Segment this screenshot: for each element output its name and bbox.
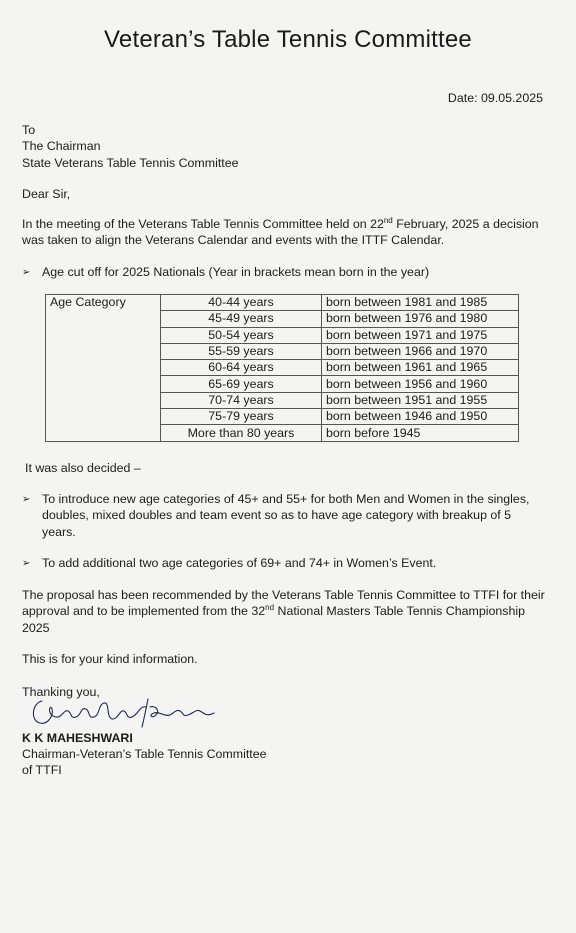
closing-line: Thanking you,	[22, 685, 100, 699]
arrow-bullet-icon: ➢	[22, 494, 31, 505]
age-range-cell: 40-44 years	[161, 295, 322, 311]
birth-year-cell: born between 1971 and 1975	[322, 327, 519, 343]
age-range-cell: 45-49 years	[161, 311, 322, 327]
age-range-cell: 55-59 years	[161, 343, 322, 359]
letter-title: Veteran’s Table Tennis Committee	[104, 26, 472, 53]
designation-line-2: of TTFI	[22, 763, 62, 778]
intro-paragraph	[22, 216, 552, 249]
intro-text-2: February, 2025 a decision was taken to align the Veterans Calendar and events with the ITTF Calendar.	[22, 217, 539, 248]
arrow-bullet-icon: ➢	[22, 558, 31, 569]
age-range-cell: 65-69 years	[161, 376, 322, 392]
birth-year-cell: born before 1945	[322, 425, 519, 441]
proposal-text-1: The proposal has been recommended by the Veterans Table Tennis Committee to TTFI for their approval and to be implemented from the 32	[22, 588, 545, 619]
recipient-title: The Chairman	[22, 139, 101, 154]
age-range-cell: 75-79 years	[161, 409, 322, 425]
letter-date: Date: 09.05.2025	[447, 91, 543, 105]
signer-designation	[22, 746, 342, 779]
info-line: This is for your kind information.	[22, 652, 198, 666]
arrow-bullet-icon: ➢	[22, 267, 31, 278]
intro-text-1: In the meeting of the Veterans Table Tennis Committee held on 22	[22, 217, 384, 231]
recipient-to: To	[22, 123, 36, 137]
age-cutoff-bullet	[22, 264, 429, 281]
age-range-cell: More than 80 years	[161, 425, 322, 441]
table-row	[46, 295, 519, 311]
recipient-organization: State Veterans Table Tennis Committee	[22, 155, 239, 170]
proposal-sup: nd	[265, 603, 275, 613]
birth-year-cell: born between 1961 and 1965	[322, 360, 519, 376]
handwritten-signature	[28, 693, 228, 733]
age-range-cell: 50-54 years	[161, 327, 322, 343]
birth-year-cell: born between 1946 and 1950	[322, 409, 519, 425]
age-category-header: Age Category	[46, 295, 161, 442]
birth-year-cell: born between 1966 and 1970	[322, 343, 519, 359]
intro-sup: nd	[383, 215, 393, 225]
designation-line-1: Chairman-Veteran’s Table Tennis Committee	[22, 747, 267, 761]
proposal-text-2: National Masters Table Tennis Championship 2025	[22, 604, 525, 635]
birth-year-cell: born between 1951 and 1955	[322, 392, 519, 408]
salutation: Dear Sir,	[22, 187, 71, 201]
age-category-table	[45, 294, 519, 442]
signer-name: K K MAHESHWARI	[22, 731, 133, 745]
age-range-cell: 70-74 years	[161, 392, 322, 408]
decision-text-2: To add additional two age categories of 69+ and 74+ in Women’s Event.	[42, 556, 437, 570]
decision-bullet-2	[22, 555, 546, 572]
proposal-paragraph	[22, 587, 550, 636]
age-cutoff-text: Age cut off for 2025 Nationals (Year in brackets mean born in the year)	[42, 265, 430, 279]
decision-text-1: To introduce new age categories of 45+ and 55+ for both Men and Women in the singles, doubles, mixed doubles and team event so as to have age category with breakup of 5 years.	[42, 492, 530, 539]
birth-year-cell: born between 1976 and 1980	[322, 311, 519, 327]
age-range-cell: 60-64 years	[161, 360, 322, 376]
also-decided: It was also decided –	[25, 461, 141, 475]
decision-bullet-1	[22, 491, 546, 540]
birth-year-cell: born between 1981 and 1985	[322, 295, 519, 311]
birth-year-cell: born between 1956 and 1960	[322, 376, 519, 392]
recipient-block	[22, 122, 239, 171]
